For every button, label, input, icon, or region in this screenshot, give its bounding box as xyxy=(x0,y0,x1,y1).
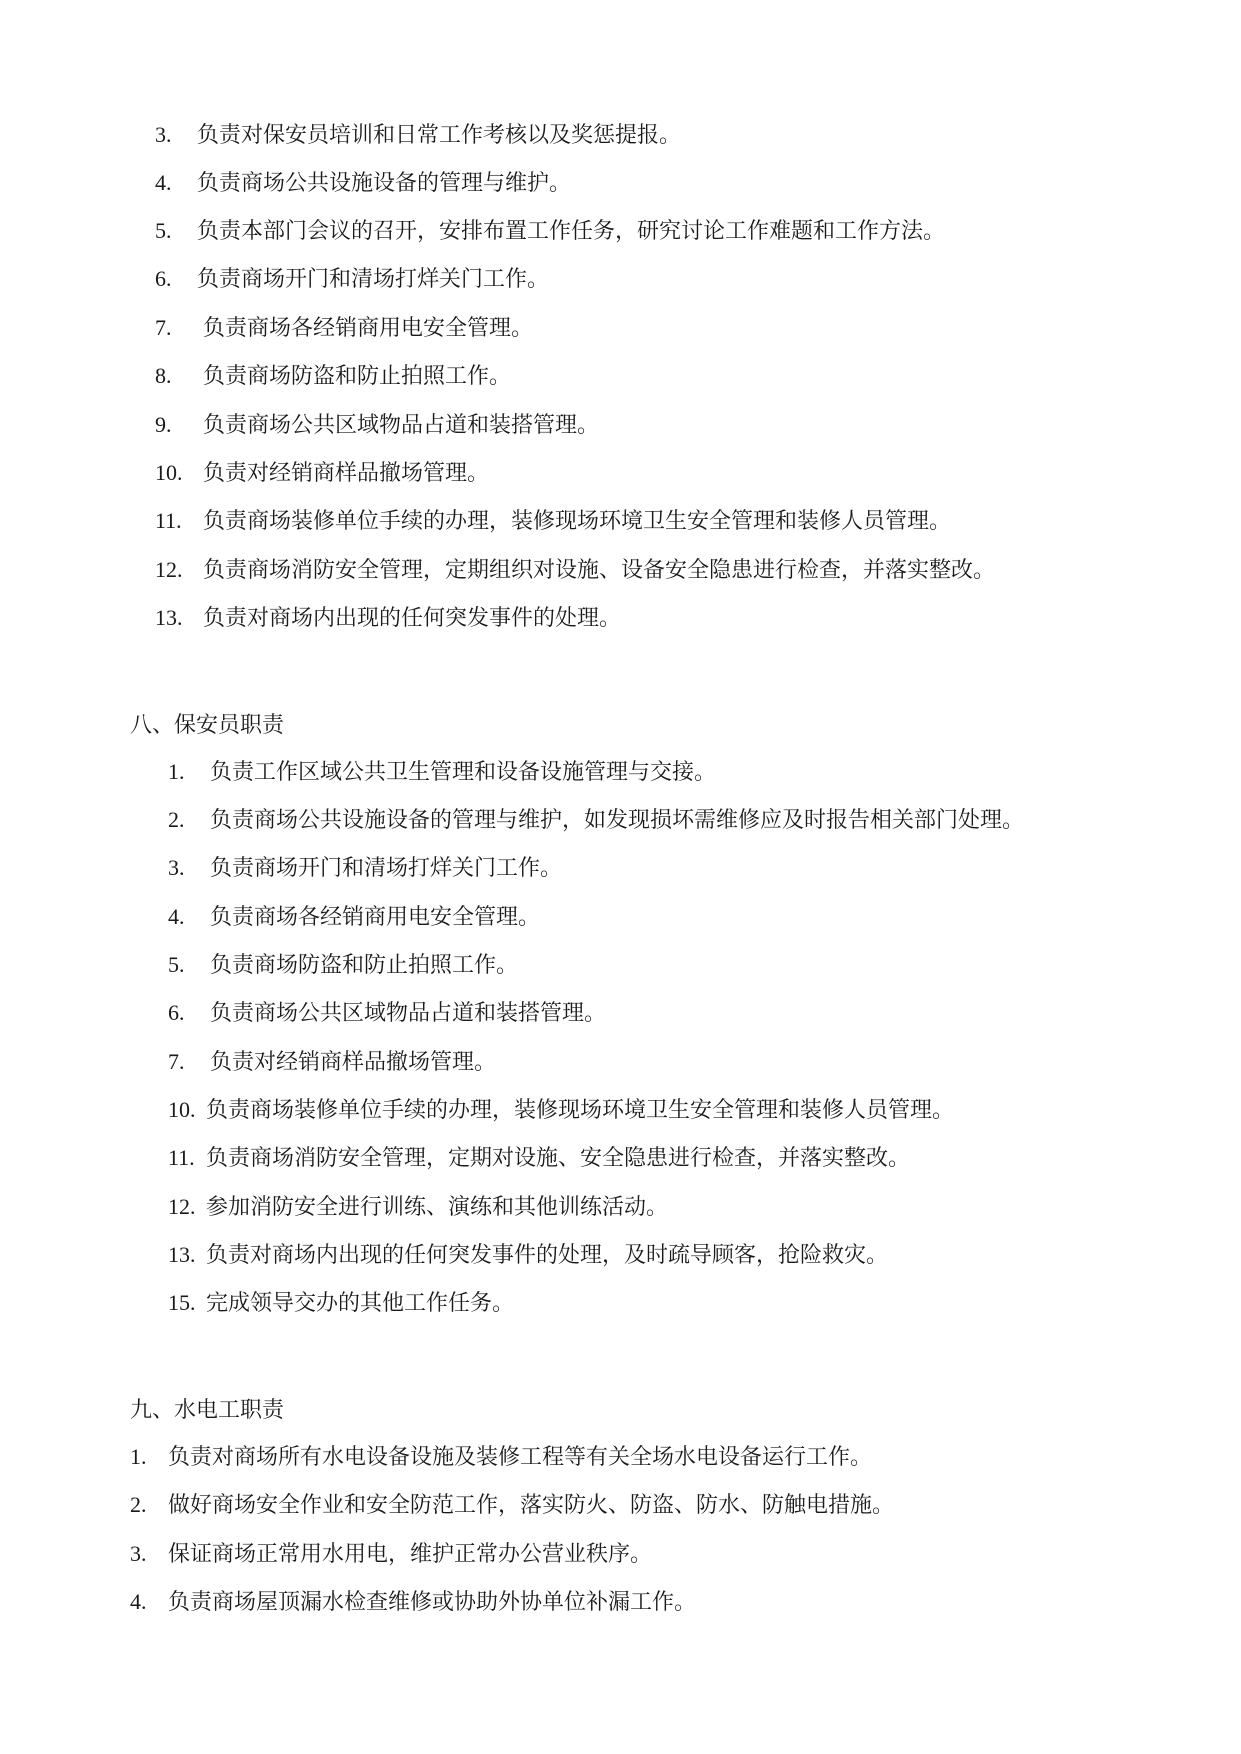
section-heading: 九、水电工职责 xyxy=(130,1398,285,1423)
item-number: 7. xyxy=(155,315,172,340)
item-number: 10. xyxy=(155,460,183,485)
item-text: 负责工作区域公共卫生管理和设备设施管理与交接。 xyxy=(210,760,717,785)
list-item xyxy=(155,603,621,633)
item-text: 负责商场公共设施设备的管理与维护。 xyxy=(197,171,572,196)
list-item xyxy=(168,853,562,883)
item-text: 负责对商场所有水电设备设施及装修工程等有关全场水电设备运行工作。 xyxy=(168,1445,873,1470)
item-number: 6. xyxy=(168,1000,185,1025)
list-item xyxy=(155,410,599,440)
list-item xyxy=(168,1240,888,1270)
item-number: 10. xyxy=(168,1097,196,1122)
list-item xyxy=(155,168,571,198)
list-item xyxy=(168,1143,910,1173)
list-item xyxy=(168,805,1024,835)
item-text: 负责商场开门和清场打烊关门工作。 xyxy=(197,267,550,292)
list-item xyxy=(168,950,518,980)
item-text: 做好商场安全作业和安全防范工作，落实防火、防盗、防水、防触电措施。 xyxy=(168,1493,895,1518)
item-number: 3. xyxy=(155,122,172,147)
item-text: 负责商场各经销商用电安全管理。 xyxy=(210,905,541,930)
item-text: 负责商场防盗和防止拍照工作。 xyxy=(210,953,519,978)
item-text: 负责本部门会议的召开，安排布置工作任务，研究讨论工作难题和工作方法。 xyxy=(197,219,946,244)
list-item xyxy=(155,458,489,488)
item-number: 4. xyxy=(155,170,172,195)
item-number: 5. xyxy=(155,218,172,243)
item-text: 负责对商场内出现的任何突发事件的处理，及时疏导顾客，抢险救灾。 xyxy=(206,1243,889,1268)
list-item xyxy=(130,1587,696,1617)
item-text: 完成领导交办的其他工作任务。 xyxy=(206,1291,515,1316)
item-text: 负责商场公共区域物品占道和装搭管理。 xyxy=(210,1001,607,1026)
list-item xyxy=(155,216,945,246)
item-number: 12. xyxy=(155,557,183,582)
item-text: 负责商场消防安全管理，定期对设施、安全隐患进行检查，并落实整改。 xyxy=(206,1146,911,1171)
item-number: 11. xyxy=(168,1145,195,1170)
item-number: 7. xyxy=(168,1049,185,1074)
list-item xyxy=(155,555,995,585)
item-number: 4. xyxy=(130,1589,147,1614)
section-heading: 八、保安员职责 xyxy=(130,713,285,738)
list-item xyxy=(168,1047,496,1077)
list-item xyxy=(130,1490,894,1520)
list-item xyxy=(155,264,549,294)
item-text: 负责商场公共区域物品占道和装搭管理。 xyxy=(203,413,600,438)
item-number: 3. xyxy=(130,1541,147,1566)
list-item xyxy=(168,902,540,932)
list-item xyxy=(168,1288,514,1318)
list-item xyxy=(155,361,511,391)
item-number: 9. xyxy=(155,412,172,437)
list-item xyxy=(130,1442,872,1472)
item-number: 8. xyxy=(155,363,172,388)
item-number: 12. xyxy=(168,1194,196,1219)
list-item xyxy=(168,757,716,787)
item-number: 5. xyxy=(168,952,185,977)
list-item xyxy=(130,1539,652,1569)
item-text: 参加消防安全进行训练、演练和其他训练活动。 xyxy=(206,1195,669,1220)
list-item xyxy=(155,506,951,536)
item-text: 负责对经销商样品撤场管理。 xyxy=(203,461,490,486)
item-text: 负责商场公共设施设备的管理与维护，如发现损坏需维修应及时报告相关部门处理。 xyxy=(210,808,1025,833)
item-number: 15. xyxy=(168,1290,196,1315)
item-text: 保证商场正常用水用电，维护正常办公营业秩序。 xyxy=(168,1542,653,1567)
item-number: 13. xyxy=(168,1242,196,1267)
item-number: 13. xyxy=(155,605,183,630)
item-number: 6. xyxy=(155,266,172,291)
item-number: 3. xyxy=(168,855,185,880)
item-text: 负责商场防盗和防止拍照工作。 xyxy=(203,364,512,389)
item-number: 2. xyxy=(168,807,185,832)
item-text: 负责对商场内出现的任何突发事件的处理。 xyxy=(203,606,622,631)
item-text: 负责商场屋顶漏水检查维修或协助外协单位补漏工作。 xyxy=(168,1590,697,1615)
list-item xyxy=(155,313,533,343)
item-number: 2. xyxy=(130,1492,147,1517)
item-text: 负责商场装修单位手续的办理，装修现场环境卫生安全管理和装修人员管理。 xyxy=(203,509,952,534)
item-text: 负责商场消防安全管理，定期组织对设施、设备安全隐患进行检查，并落实整改。 xyxy=(203,558,996,583)
list-item xyxy=(168,1192,668,1222)
list-item xyxy=(168,998,606,1028)
item-number: 11. xyxy=(155,508,182,533)
item-text: 负责商场装修单位手续的办理，装修现场环境卫生安全管理和装修人员管理。 xyxy=(206,1098,955,1123)
item-text: 负责对经销商样品撤场管理。 xyxy=(210,1050,497,1075)
item-number: 1. xyxy=(130,1444,147,1469)
item-text: 负责对保安员培训和日常工作考核以及奖惩提报。 xyxy=(197,123,682,148)
item-number: 4. xyxy=(168,904,185,929)
item-text: 负责商场各经销商用电安全管理。 xyxy=(203,316,534,341)
list-item xyxy=(155,120,681,150)
item-number: 1. xyxy=(168,759,185,784)
list-item xyxy=(168,1095,954,1125)
item-text: 负责商场开门和清场打烊关门工作。 xyxy=(210,856,563,881)
